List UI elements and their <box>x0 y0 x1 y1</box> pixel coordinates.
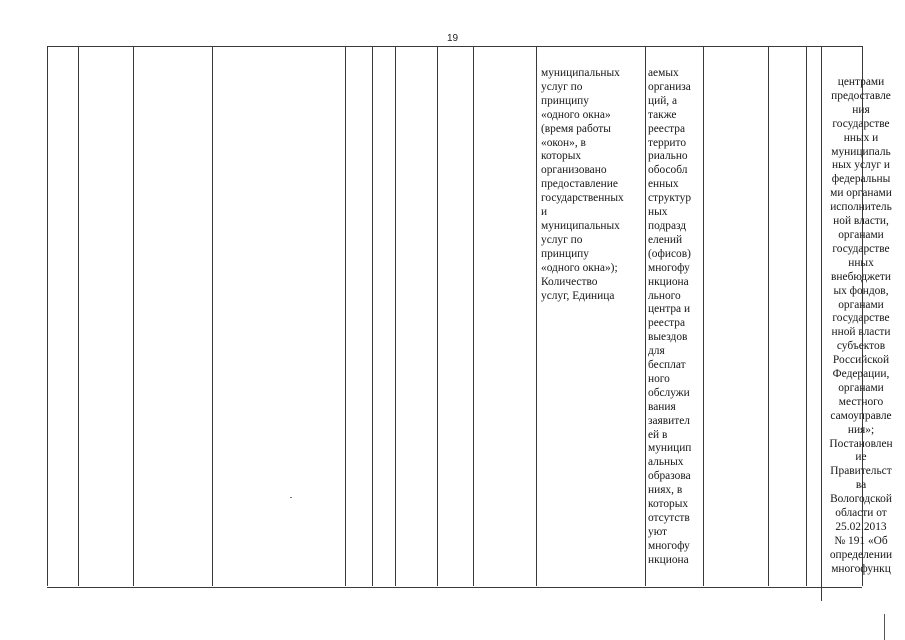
page-number: 19 <box>446 33 459 44</box>
column-divider <box>345 46 346 586</box>
table-frame <box>47 46 862 588</box>
column-divider <box>821 46 822 601</box>
column-divider <box>703 46 704 586</box>
cell-services-count: муниципальных услуг по принципу «одного окна» (время работы «окон», в которых организовано предоставление государственных и муниципальных услуг по принципу «одного окна»); Количество услуг, Единица <box>541 67 624 302</box>
column-divider <box>395 46 396 586</box>
column-divider <box>47 46 48 586</box>
column-divider <box>437 46 438 586</box>
cell-organizations-registry: аемых организа ций, а также реестра террито риально обособл енных структур ных подразд елений (офисов) многофу нкциона льного центра и реестра выездов для бесплат ного обслужи вания заявител ей в муницип альных образова ниях, в которых отсутств уют многофу нкциона <box>648 67 692 566</box>
scan-speck <box>290 497 292 498</box>
cell-legal-basis: центрами предоставле ния государстве нных и муниципаль ных услуг и федеральны ми органами исполнитель ной власти, органами государстве нных внебюджети ых фондов, органами государстве нной власти субъектов Российской Федерации, органами местного самоуправле ния»; Постановлен ие Правительст ва Вологодской области от 25.02.2013 № 191 «Об определении многофункц <box>829 76 893 575</box>
column-divider <box>212 46 213 586</box>
column-divider <box>78 46 79 586</box>
column-divider <box>645 46 646 586</box>
column-divider <box>536 46 537 586</box>
column-divider <box>806 46 807 586</box>
scan-edge-mark <box>884 614 885 640</box>
column-divider <box>768 46 769 586</box>
column-divider <box>473 46 474 586</box>
column-divider <box>372 46 373 586</box>
column-divider <box>133 46 134 586</box>
